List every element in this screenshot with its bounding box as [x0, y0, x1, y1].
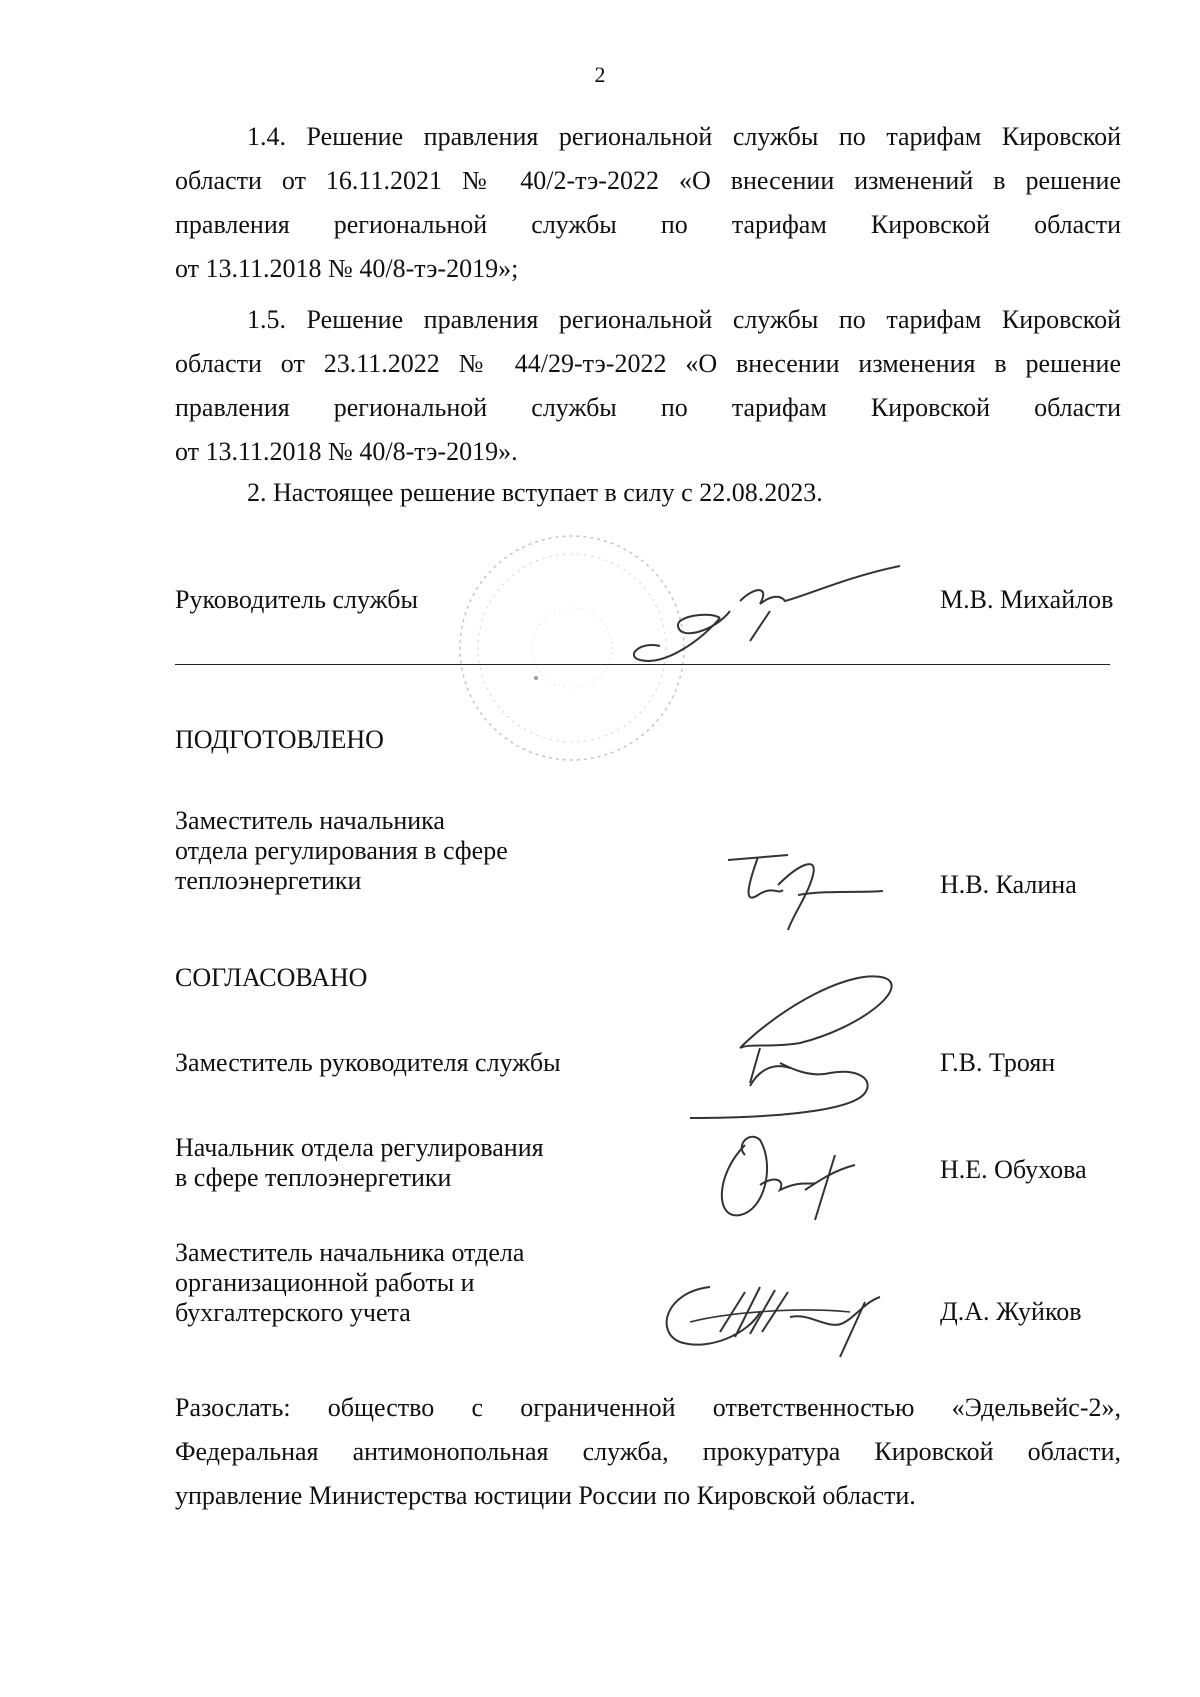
item-2: 2. Настоящее решение вступает в силу с 22.08.2023.: [247, 478, 823, 507]
signer-position-line: организационной работы и: [175, 1268, 475, 1297]
item-1-4-line: от 13.11.2018 № 40/8-тэ-2019»;: [175, 254, 519, 283]
prepared-position-line: отдела регулирования в сфере: [175, 836, 508, 865]
signer-name: Г.В. Троян: [940, 1048, 1056, 1077]
distribution-line: Федеральная антимонопольная служба, прокуратура Кировской области,: [175, 1437, 1121, 1466]
item-1-5: [175, 298, 1121, 474]
item-1-5-line: от 13.11.2018 № 40/8-тэ-2019».: [175, 437, 518, 466]
item-1-4-line: правления региональной службы по тарифам Кировской области: [175, 210, 1121, 239]
prepared-name: Н.В. Калина: [940, 870, 1077, 899]
prepared-position-line: теплоэнергетики: [175, 866, 362, 895]
signer-signature-zhuykov: [650, 1272, 890, 1362]
signer-position: [175, 1238, 524, 1328]
signer-position-line: Заместитель руководителя службы: [175, 1048, 561, 1077]
signer-position: [175, 1048, 561, 1078]
signer-position: [175, 1133, 544, 1193]
item-1-5-line: правления региональной службы по тарифам Кировской области: [175, 393, 1121, 422]
signer-position-line: бухгалтерского учета: [175, 1298, 411, 1327]
head-name: М.В. Михайлов: [940, 585, 1114, 614]
head-title: Руководитель службы: [175, 585, 418, 614]
signer-name: Д.А. Жуйков: [940, 1297, 1082, 1326]
distribution-list: [175, 1386, 1121, 1518]
distribution-line: Разослать: общество с ограниченной ответственностью «Эдельвейс-2»,: [175, 1393, 1121, 1422]
item-1-4-line: 1.4. Решение правления региональной службы по тарифам Кировской: [247, 122, 1121, 151]
separator-line: [175, 664, 1110, 665]
item-1-5-line: области от 23.11.2022 № 44/29-тэ-2022 «О внесении изменения в решение: [175, 349, 1121, 378]
distribution-line: управление Министерства юстиции России по Кировской области.: [175, 1481, 916, 1510]
head-signature: [620, 556, 920, 676]
signer-signature-troyan: [680, 968, 920, 1128]
signer-signature-obukhova: [705, 1125, 865, 1225]
signer-position-line: в сфере теплоэнергетики: [175, 1163, 452, 1192]
item-1-4: [175, 115, 1121, 291]
page-number: 2: [594, 62, 606, 87]
signer-position-line: Заместитель начальника отдела: [175, 1238, 525, 1267]
prepared-heading: ПОДГОТОВЛЕНО: [175, 725, 384, 754]
signer-position-line: Начальник отдела регулирования: [175, 1133, 544, 1162]
prepared-signature: [718, 845, 888, 945]
signer-name: Н.Е. Обухова: [940, 1155, 1087, 1184]
agreed-heading: СОГЛАСОВАНО: [175, 963, 368, 992]
item-1-4-line: области от 16.11.2021 № 40/2-тэ-2022 «О внесении изменений в решение: [175, 166, 1121, 195]
item-1-5-line: 1.5. Решение правления региональной службы по тарифам Кировской: [247, 305, 1121, 334]
prepared-position-line: Заместитель начальника: [175, 806, 445, 835]
prepared-position: [175, 806, 508, 896]
